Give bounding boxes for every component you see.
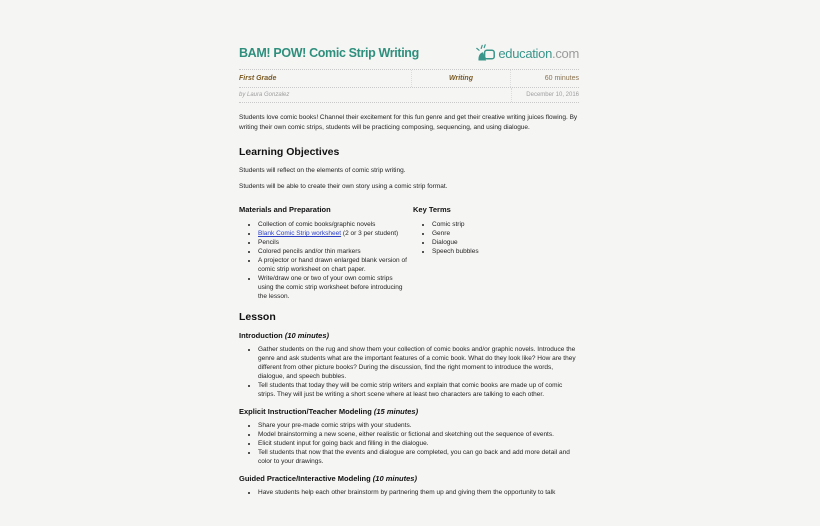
list-item: • Write/draw one or two of your own comic strips using the comic strip worksheet before introducing the lesson. <box>258 274 407 301</box>
education-logo <box>476 43 579 63</box>
education-mascot-icon <box>476 43 497 63</box>
list-item: • Dialogue <box>432 238 579 247</box>
list-item: • Tell students that today they will be comic strip writers and explain that comic books are made up of comic strips. They will just be writing a short scene where at least two characters are talking to each other. <box>258 381 579 399</box>
list-item: • Share your pre-made comic strips with your students. <box>258 421 579 430</box>
list-item: • Gather students on the rug and show them your collection of comic books and/or graphic novels. Introduce the genre and ask students what are the important features of a comic book. What do they look like? How are they different from other picture books? During the discussion, find the right moment to introduce the words, dialogue, and speech bubbles. <box>258 345 579 381</box>
list-item: • Collection of comic books/graphic novels <box>258 220 407 229</box>
list-item-suffix: (2 or 3 per student) <box>341 230 399 237</box>
worksheet-link[interactable]: Blank Comic Strip worksheet <box>258 230 342 237</box>
list-item: • Pencils <box>258 238 407 247</box>
materials-keyterms-section <box>239 205 579 301</box>
list-item: • Comic strip <box>432 220 579 229</box>
guided-practice-bullets <box>239 488 579 497</box>
logo-wordmark <box>498 46 579 61</box>
introduction-bullets <box>239 345 579 399</box>
list-item <box>258 229 407 238</box>
objective-text: Students will reflect on the elements of comic strip writing. <box>239 167 406 174</box>
page-title: BAM! POW! Comic Strip Writing <box>239 46 419 60</box>
materials-list <box>239 220 407 301</box>
list-item: • Genre <box>432 229 579 238</box>
explicit-instruction-bullets <box>239 421 579 466</box>
logo-text-com: .com <box>552 45 579 61</box>
list-item: • Tell students that now that the events and dialogue are completed, you can go back and add more detail and color to your drawings. <box>258 448 579 466</box>
intro-paragraph: Students love comic books! Channel their excitement for this fun genre and get their creative writing juices flowing. By writing their own comic strips, students will be practicing composing, sequencing, and using dialogue. <box>239 114 578 131</box>
explicit-instruction-subheading: Explicit Instruction/Teacher Modeling (15 minutes) <box>239 407 419 416</box>
list-item: • Have students help each other brainstorm by partnering them up and giving them the opportunity to talk <box>258 488 579 497</box>
materials-heading: Materials and Preparation <box>239 205 331 214</box>
duration-text: (10 minutes) <box>372 474 417 483</box>
guided-practice-subheading: Guided Practice/Interactive Modeling (10 minutes) <box>239 474 417 483</box>
materials-column <box>239 205 413 301</box>
learning-objectives-heading: Learning Objectives <box>239 146 340 158</box>
list-item: • Model brainstorming a new scene, either realistic or fictional and sketching out the sequence of events. <box>258 430 579 439</box>
meta-bar <box>239 69 579 88</box>
lesson-heading: Lesson <box>239 311 276 323</box>
publish-date: December 10, 2016 <box>511 88 579 102</box>
list-item: • A projector or hand drawn enlarged blank version of comic strip worksheet on chart paper. <box>258 256 407 274</box>
author-byline: by Laura Gonzalez <box>239 92 290 98</box>
key-terms-heading: Key Terms <box>413 205 451 214</box>
byline-bar <box>239 88 579 103</box>
list-item: • Colored pencils and/or thin markers <box>258 247 407 256</box>
key-terms-list <box>413 220 579 256</box>
duration-text: (10 minutes) <box>284 331 330 340</box>
subject-label: Writing <box>411 70 511 87</box>
introduction-subheading: Introduction (10 minutes) <box>239 331 330 340</box>
duration-text: (15 minutes) <box>373 407 419 416</box>
key-terms-column <box>413 205 579 301</box>
logo-text-education: education <box>498 45 553 61</box>
list-item: • Elicit student input for going back and filling in the dialogue. <box>258 439 579 448</box>
objective-text: Students will be able to create their own story using a comic strip format. <box>239 182 448 190</box>
lesson-plan-content <box>239 0 579 497</box>
header <box>239 40 579 66</box>
list-item: • Speech bubbles <box>432 247 579 256</box>
duration-label: 60 minutes <box>544 75 579 82</box>
grade-label: First Grade <box>239 75 277 82</box>
